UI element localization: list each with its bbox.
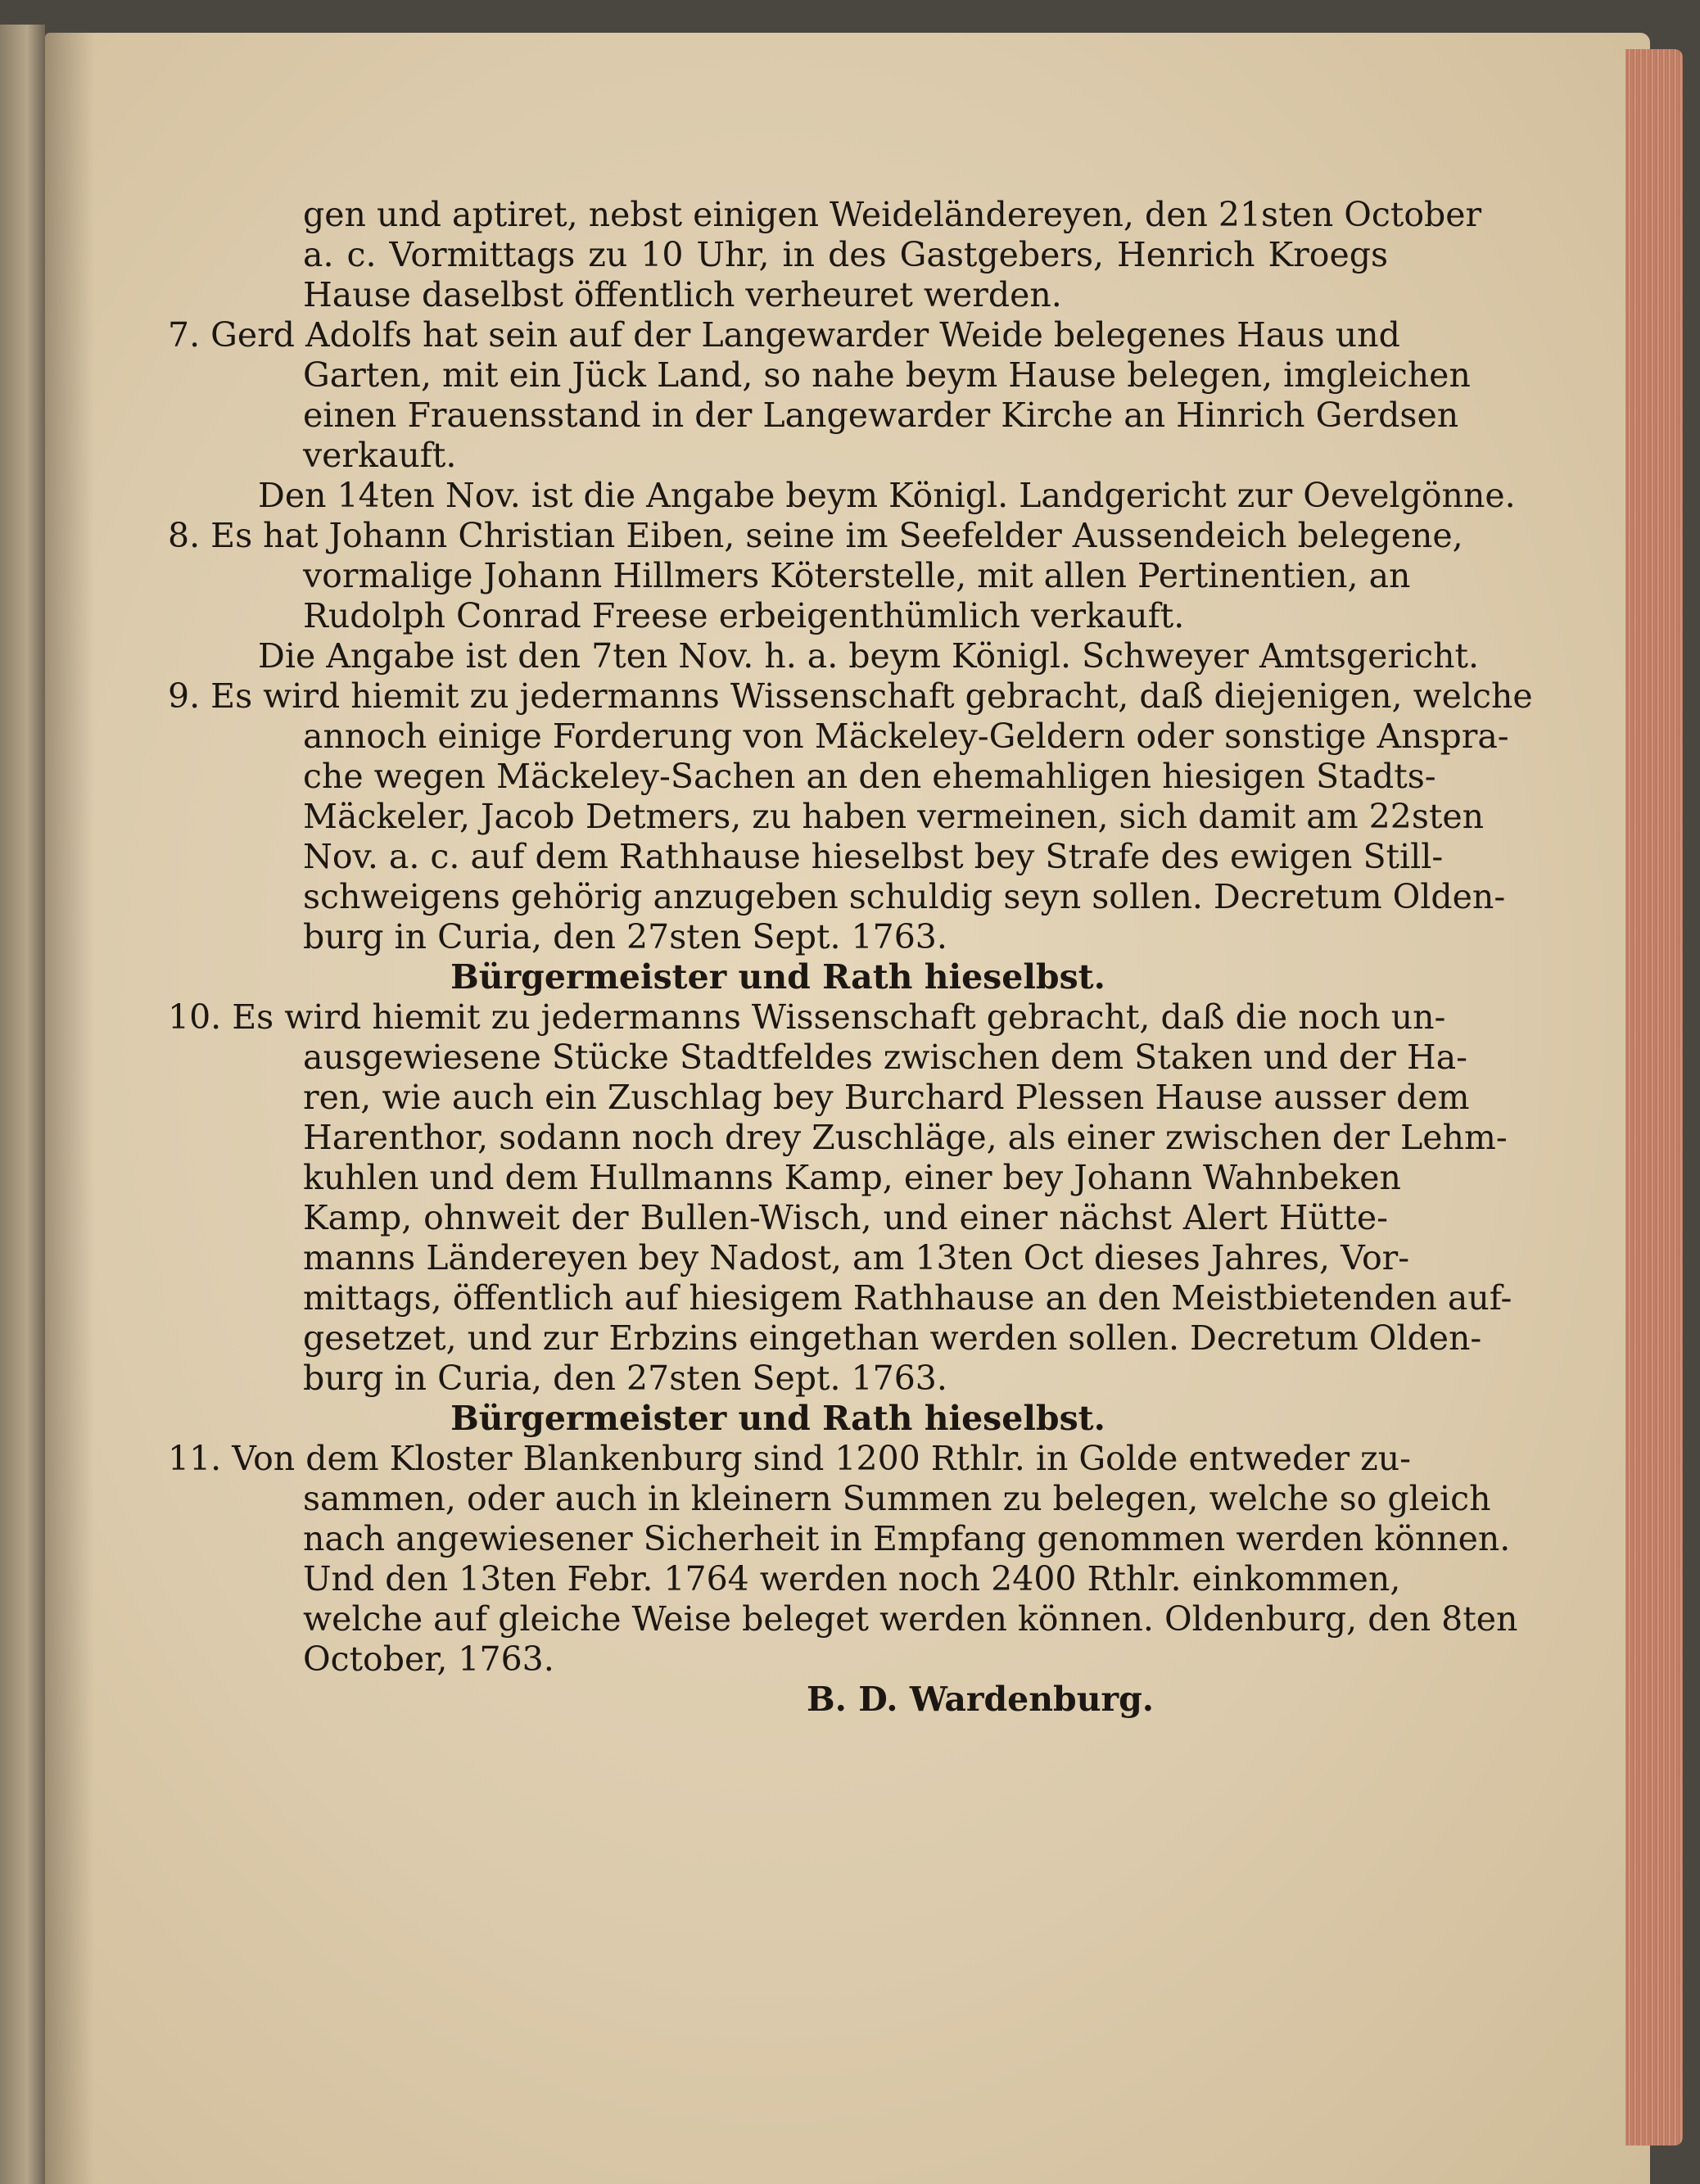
text-line: 10. Es wird hiemit zu jedermanns Wissenschaft gebracht, daß die noch un-: [168, 997, 1446, 1037]
page-gutter-shadow: [45, 33, 94, 2184]
text-line: 11. Von dem Kloster Blankenburg sind 1200 Rthlr. in Golde entweder zu-: [168, 1439, 1411, 1478]
text-line: gesetzet, und zur Erbzins eingethan werden sollen. Decretum Olden-: [303, 1318, 1482, 1358]
text-line: annoch einige Forderung von Mäckeley-Geldern oder sonstige Anspra-: [303, 717, 1509, 756]
page-text: [168, 195, 1533, 1720]
text-line: Nov. a. c. auf dem Rathhause hieselbst bey Strafe des ewigen Still-: [303, 837, 1444, 876]
text-line: che wegen Mäckeley-Sachen an den ehemahligen hiesigen Stadts-: [303, 757, 1436, 796]
text-line: vormalige Johann Hillmers Köterstelle, mit allen Pertinentien, an: [303, 556, 1411, 595]
page-stack-edges: [1625, 49, 1683, 2146]
text-line: a. c. Vormittags zu 10 Uhr, in des Gastgebers, Henrich Kroegs: [303, 235, 1388, 274]
text-line: mittags, öffentlich auf hiesigem Rathhause an den Meistbietenden auf-: [303, 1278, 1512, 1318]
text-line: 7. Gerd Adolfs hat sein auf der Langewarder Weide belegenes Haus und: [168, 315, 1400, 355]
text-line: Rudolph Conrad Freese erbeigenthümlich verkauft.: [303, 596, 1185, 635]
text-line: 9. Es wird hiemit zu jedermanns Wissenschaft gebracht, daß diejenigen, welche: [168, 676, 1533, 716]
text-line: sammen, oder auch in kleinern Summen zu belegen, welche so gleich: [303, 1479, 1491, 1518]
text-line: ausgewiesene Stücke Stadtfeldes zwischen dem Staken und der Ha-: [303, 1038, 1467, 1077]
signature-line: B. D. Wardenburg.: [807, 1680, 1155, 1719]
text-line: Garten, mit ein Jück Land, so nahe beym Hause belegen, imgleichen: [303, 355, 1471, 395]
text-line: welche auf gleiche Weise beleget werden können. Oldenburg, den 8ten: [303, 1599, 1518, 1639]
text-line: Die Angabe ist den 7ten Nov. h. a. beym Königl. Schweyer Amtsgericht.: [258, 636, 1480, 676]
signature-line: Bürgermeister und Rath hieselbst.: [450, 957, 1105, 997]
text-line: nach angewiesener Sicherheit in Empfang genommen werden können.: [303, 1519, 1511, 1558]
text-line: gen und aptiret, nebst einigen Weideländereyen, den 21sten October: [303, 195, 1482, 234]
text-line: schweigens gehörig anzugeben schuldig seyn sollen. Decretum Olden-: [303, 877, 1506, 916]
text-line: Hause daselbst öffentlich verheuret werden.: [303, 275, 1062, 314]
text-line: ren, wie auch ein Zuschlag bey Burchard Plessen Hause ausser dem: [303, 1078, 1470, 1117]
text-line: October, 1763.: [303, 1639, 554, 1679]
text-line: burg in Curia, den 27sten Sept. 1763.: [303, 917, 947, 956]
left-page-edge: [0, 25, 45, 2184]
text-line: manns Ländereyen bey Nadost, am 13ten Oct dieses Jahres, Vor-: [303, 1238, 1410, 1277]
text-line: kuhlen und dem Hullmanns Kamp, einer bey Johann Wahnbeken: [303, 1158, 1401, 1197]
text-line: verkauft.: [303, 436, 457, 475]
text-line: 8. Es hat Johann Christian Eiben, seine im Seefelder Aussendeich belegene,: [168, 516, 1463, 555]
text-line: burg in Curia, den 27sten Sept. 1763.: [303, 1359, 947, 1398]
text-line: einen Frauensstand in der Langewarder Kirche an Hinrich Gerdsen: [303, 396, 1459, 435]
text-line: Mäckeler, Jacob Detmers, zu haben vermeinen, sich damit am 22sten: [303, 797, 1485, 836]
signature-line: Bürgermeister und Rath hieselbst.: [450, 1399, 1105, 1438]
text-line: Und den 13ten Febr. 1764 werden noch 2400 Rthlr. einkommen,: [303, 1559, 1401, 1598]
text-line: Kamp, ohnweit der Bullen-Wisch, und einer nächst Alert Hütte-: [303, 1198, 1388, 1237]
text-line: Den 14ten Nov. ist die Angabe beym Königl. Landgericht zur Oevelgönne.: [258, 476, 1516, 515]
text-line: Harenthor, sodann noch drey Zuschläge, als einer zwischen der Lehm-: [303, 1118, 1508, 1157]
